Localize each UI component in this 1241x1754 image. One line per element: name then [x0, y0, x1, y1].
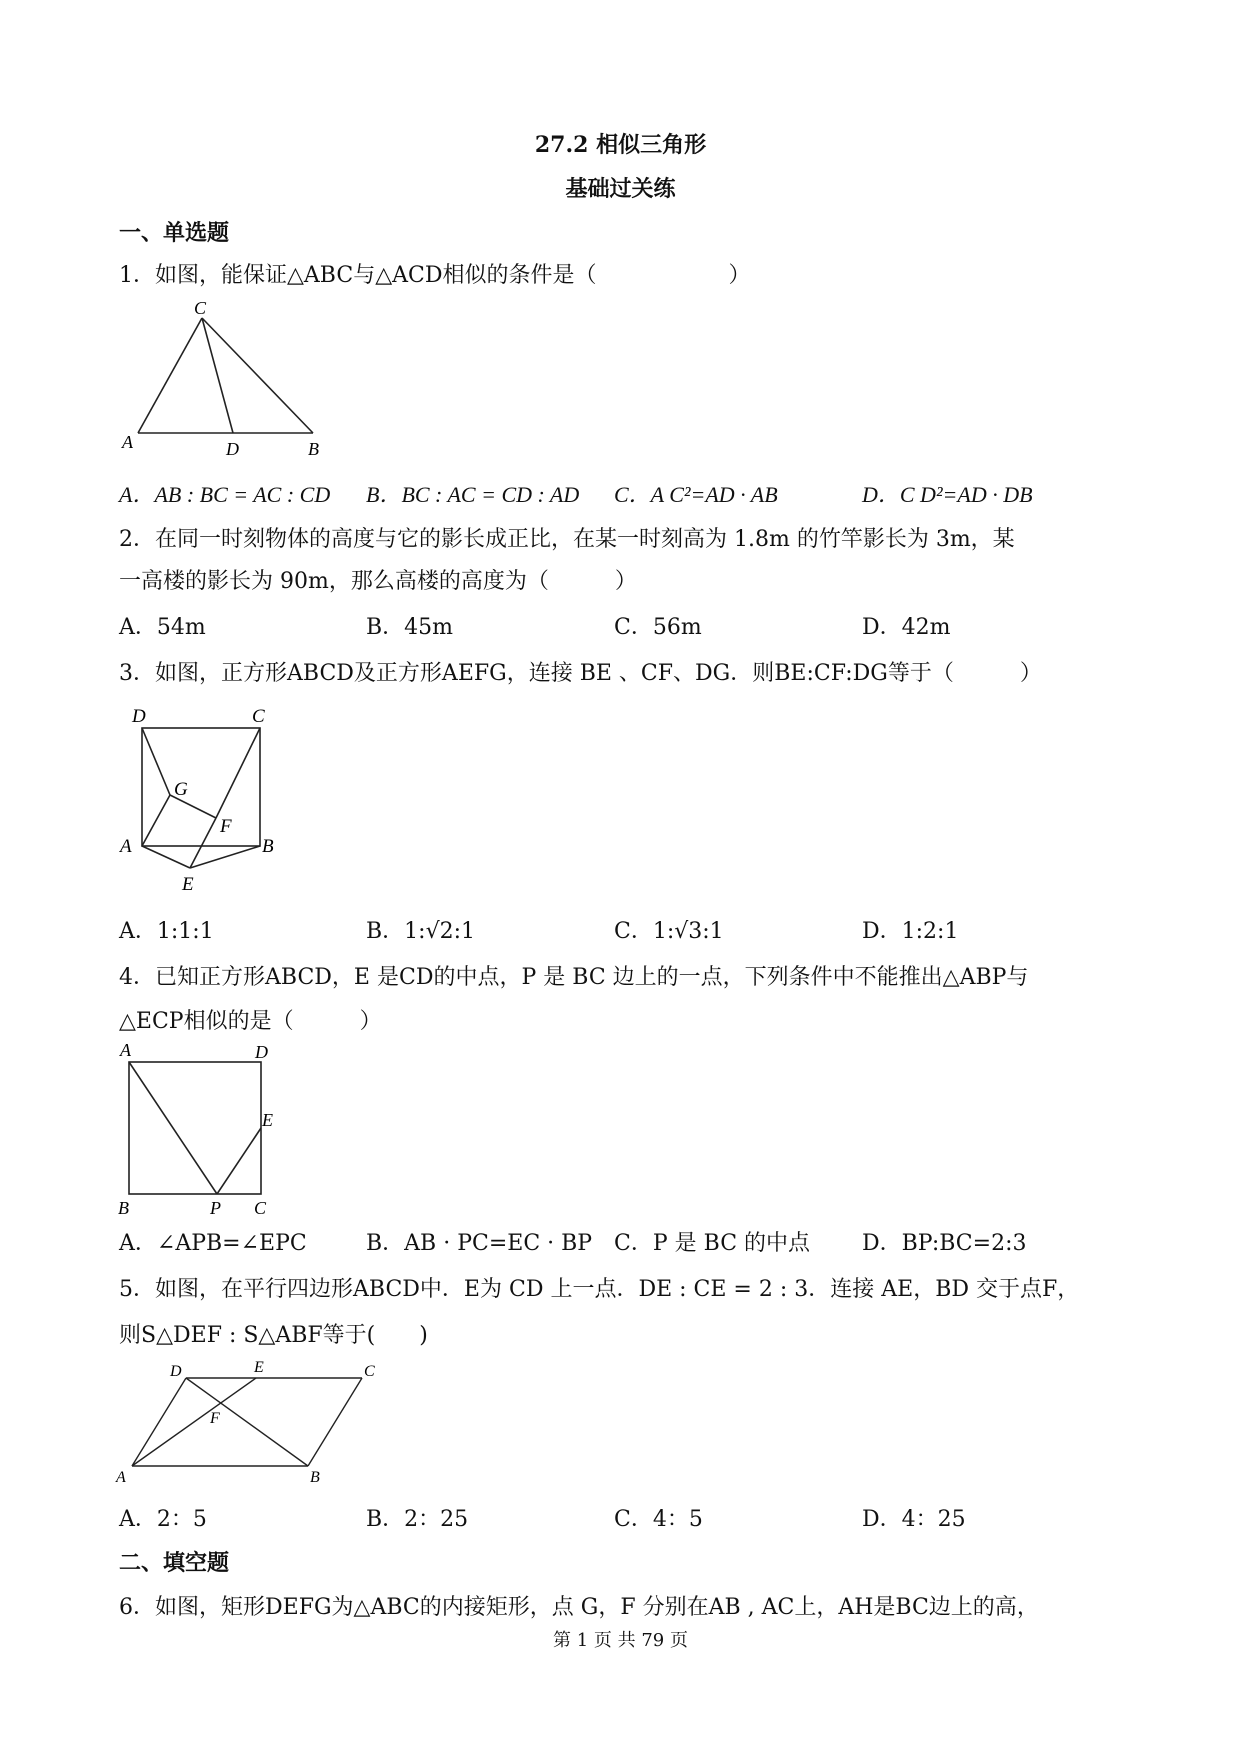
question-2-option-d: D．42m [862, 615, 951, 640]
question-1-option-a: A．AB : BC = AC : CD [119, 482, 331, 507]
question-5-option-b: B．2：25 [366, 1507, 469, 1532]
question-3-option-c: C．1:√3:1 [614, 919, 724, 944]
question-3-option-a: A．1:1:1 [119, 919, 214, 944]
fig3-label-a: A [120, 836, 132, 857]
question-4-option-c: C．P 是 BC 的中点 [614, 1231, 811, 1256]
fig5-label-c: C [364, 1363, 375, 1380]
question-4-figure [112, 1040, 292, 1220]
fig5-label-d: D [170, 1363, 182, 1380]
fig4-label-a: A [120, 1040, 131, 1060]
question-1-option-c: C．A C²=AD · AB [614, 482, 778, 507]
question-2-line-2: 一高楼的影长为 90m，那么高楼的高度为（ ） [119, 569, 637, 594]
fig4-label-p: P [210, 1198, 221, 1218]
question-2-line-1: 2．在同一时刻物体的高度与它的影长成正比，在某一时刻高为 1.8m 的竹竿影长为 3m，某 [119, 527, 1015, 552]
section-heading-fill-in: 二、填空题 [119, 1550, 230, 1576]
fig3-label-e: E [182, 874, 194, 895]
fig4-label-c: C [254, 1198, 267, 1218]
question-3-option-b: B．1:√2:1 [366, 919, 476, 944]
question-4-line-1: 4．已知正方形ABCD，E 是CD的中点，P 是 BC 边上的一点，下列条件中不能推出△ABP与 [119, 965, 1029, 990]
question-6-text: 6．如图，矩形DEFG为△ABC的内接矩形，点 G，F 分别在AB , AC上，AH是BC边上的高， [119, 1595, 1039, 1620]
question-1-text: 1．如图，能保证△ABC与△ACD相似的条件是（ ） [119, 263, 751, 288]
page-title: 27.2 相似三角形 [534, 132, 707, 158]
fig5-label-a: A [116, 1469, 126, 1486]
question-5-option-d: D．4：25 [862, 1507, 966, 1532]
fig4-label-d: D [255, 1042, 268, 1062]
question-1-option-d: D．C D²=AD · DB [862, 482, 1033, 507]
question-3-text: 3．如图，正方形ABCD及正方形AEFG，连接 BE 、CF、DG．则BE:CF:DG等于（ ） [119, 661, 1042, 686]
section-heading-single-choice: 一、单选题 [119, 220, 230, 246]
question-5-line-2: 则S△DEF : S△ABF等于( ) [119, 1323, 428, 1348]
question-1-figure [118, 300, 338, 460]
fig3-label-f: F [220, 816, 232, 837]
question-2-option-a: A．54m [119, 615, 206, 640]
page-footer: 第 1 页 共 79 页 [553, 1630, 688, 1651]
question-3-figure [112, 700, 292, 900]
question-5-option-c: C．4：5 [614, 1507, 703, 1532]
fig3-label-c: C [252, 706, 265, 727]
fig3-label-g: G [174, 779, 188, 800]
fig4-label-b: B [118, 1198, 129, 1218]
page-subtitle: 基础过关练 [565, 176, 676, 202]
question-5-line-1: 5．如图，在平行四边形ABCD中．E为 CD 上一点．DE : CE = 2 : 3．连接 AE，BD 交于点F， [119, 1277, 1080, 1302]
question-5-option-a: A．2：5 [119, 1507, 207, 1532]
fig5-label-e: E [254, 1359, 264, 1376]
question-4-option-a: A．∠APB=∠EPC [119, 1231, 307, 1256]
question-3-option-d: D．1:2:1 [862, 919, 959, 944]
question-5-figure [112, 1356, 392, 1491]
fig3-label-d: D [132, 706, 146, 727]
fig1-label-c: C [194, 300, 207, 318]
fig1-label-a: A [122, 432, 133, 452]
fig1-label-d: D [226, 439, 239, 459]
fig5-label-f: F [210, 1410, 220, 1427]
question-4-line-2: △ECP相似的是（ ） [119, 1009, 382, 1034]
fig1-label-b: B [308, 439, 319, 459]
question-1-option-b: B．BC : AC = CD : AD [366, 482, 580, 507]
question-2-option-c: C．56m [614, 615, 702, 640]
fig3-label-b: B [262, 836, 274, 857]
fig5-label-b: B [310, 1469, 320, 1486]
question-4-option-d: D．BP:BC=2:3 [862, 1231, 1027, 1256]
question-4-option-b: B．AB · PC=EC · BP [366, 1231, 593, 1256]
question-2-option-b: B．45m [366, 615, 454, 640]
fig4-label-e: E [262, 1110, 273, 1130]
